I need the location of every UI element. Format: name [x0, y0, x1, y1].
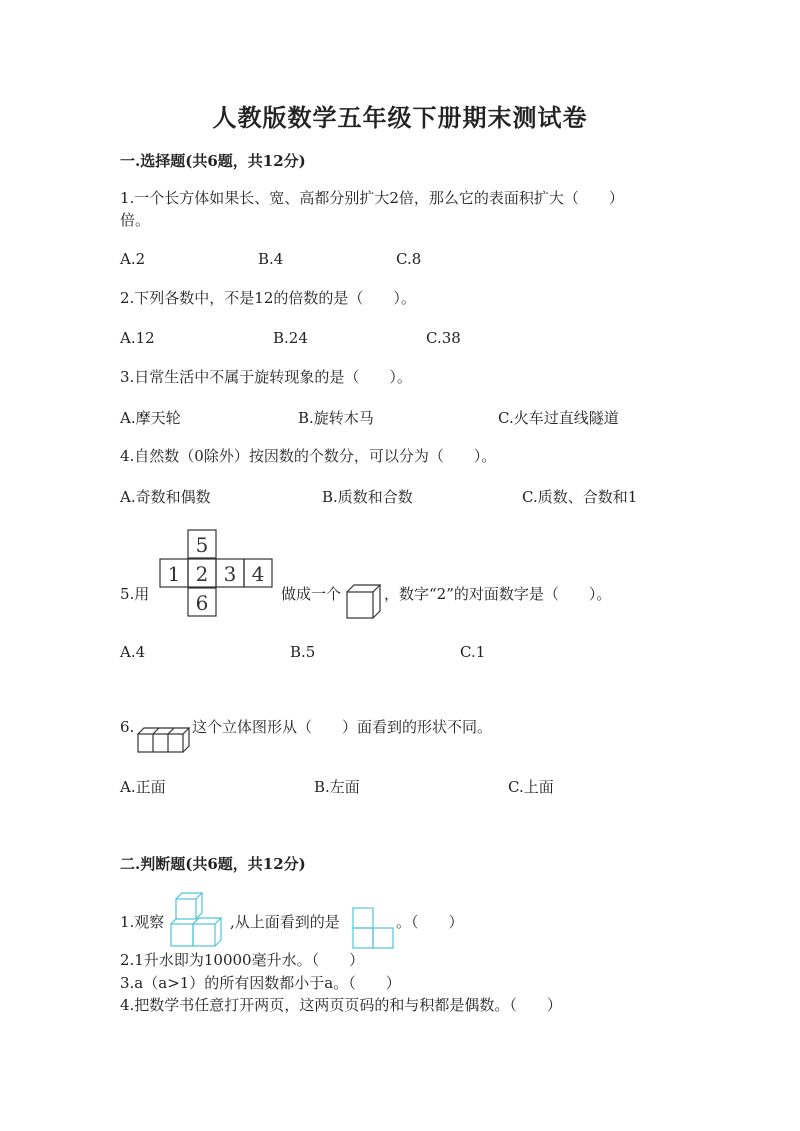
q6-option-c: C.上面 [508, 778, 554, 796]
net-digit: 6 [195, 591, 209, 615]
question-4: 4.自然数（0除外）按因数的个数分，可以分为（ ）。 [120, 447, 497, 465]
judgement-3: 3.a（a>1）的所有因数都小于a。（ ） [120, 974, 401, 992]
judgement-1-middle: ,从上面看到的是 [230, 913, 340, 931]
question-5-middle: 做成一个 [281, 585, 342, 603]
q2-option-c: C.38 [426, 329, 461, 347]
q1-option-c: C.8 [396, 250, 422, 268]
q4-option-b: B.质数和合数 [322, 488, 413, 506]
q3-option-c: C.火车过直线隧道 [498, 409, 619, 427]
net-digit: 5 [195, 533, 209, 557]
question-6-prefix: 6. [120, 718, 135, 736]
question-2: 2.下列各数中，不是12的倍数的是（ ）。 [120, 289, 416, 307]
question-3: 3.日常生活中不属于旋转现象的是（ ）。 [120, 368, 412, 386]
stacked-cubes-figure [170, 891, 230, 949]
net-digit: 2 [195, 562, 209, 586]
q4-option-a: A.奇数和偶数 [120, 488, 211, 506]
q3-option-b: B.旋转木马 [298, 409, 374, 427]
q1-option-a: A.2 [120, 250, 146, 268]
q4-option-c: C.质数、合数和1 [522, 488, 638, 506]
q3-option-a: A.摩天轮 [120, 409, 181, 427]
top-view-figure [352, 907, 394, 949]
section-heading-judgement: 二.判断题(共6题，共12分) [120, 855, 306, 873]
q1-option-b: B.4 [258, 250, 284, 268]
three-cube-row-figure [137, 727, 191, 755]
net-digit: 1 [167, 562, 181, 586]
q5-option-a: A.4 [120, 643, 146, 661]
question-6: 这个立体图形从（ ）面看到的形状不同。 [192, 718, 493, 736]
q6-option-b: B.左面 [314, 778, 360, 796]
q5-option-b: B.5 [290, 643, 316, 661]
question-1-line1: 1.一个长方体如果长、宽、高都分别扩大2倍，那么它的表面积扩大（ ） [120, 189, 624, 207]
question-5-suffix: ，数字“2”的对面数字是（ ）。 [384, 585, 612, 603]
q2-option-b: B.24 [273, 329, 308, 347]
cube-figure [346, 584, 382, 620]
judgement-1-prefix: 1.观察 [120, 913, 165, 931]
question-1-line2: 倍。 [120, 211, 151, 229]
section-heading-choice: 一.选择题(共6题，共12分) [120, 152, 306, 170]
net-digit: 3 [223, 562, 237, 586]
net-digit: 4 [251, 562, 265, 586]
judgement-2: 2.1升水即为10000毫升水。（ ） [120, 951, 365, 969]
q5-option-c: C.1 [460, 643, 486, 661]
q2-option-a: A.12 [120, 329, 155, 347]
cube-net-figure [158, 529, 276, 619]
judgement-4: 4.把数学书任意打开两页，这两页页码的和与积都是偶数。（ ） [120, 996, 562, 1014]
q6-option-a: A.正面 [120, 778, 166, 796]
question-5-prefix: 5.用 [120, 585, 150, 603]
judgement-1-suffix: 。（ ） [396, 913, 464, 931]
page-title: 人教版数学五年级下册期末测试卷 [212, 103, 588, 132]
